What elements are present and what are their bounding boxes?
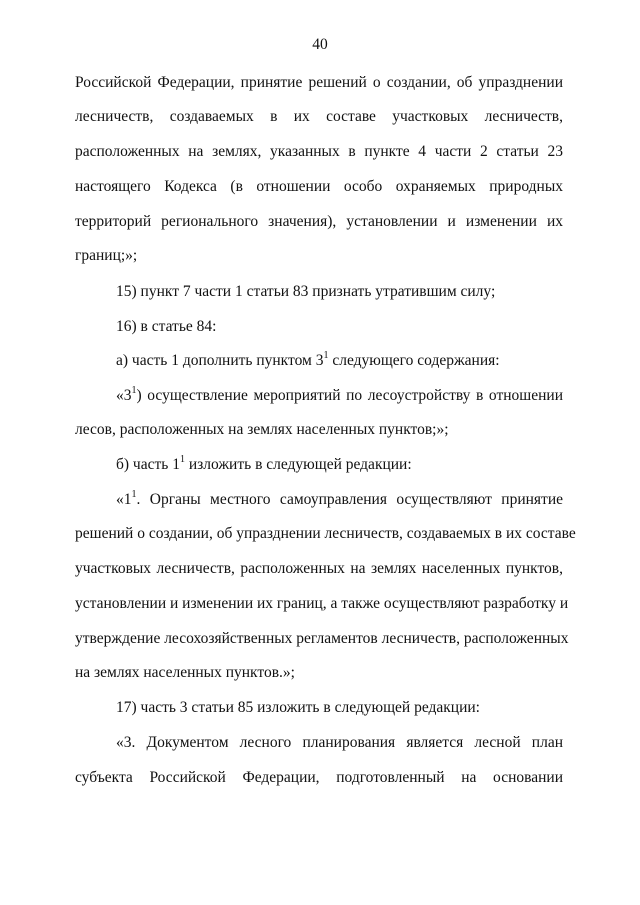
item-16a-text: а) часть 1 дополнить пунктом 3 xyxy=(116,352,324,369)
text-line-14: решений о создании, об упразднении лесничеств, создаваемых в их составе xyxy=(75,525,576,542)
superscript: 1 xyxy=(179,453,185,465)
text-line-16: установлении и изменении их границ, а также осуществляют разработку и xyxy=(75,595,569,612)
text-line-18: на землях населенных пунктов.»; xyxy=(75,664,295,681)
text-line-1: Российской Федерации, принятие решений о создании, об упразднении xyxy=(75,74,563,91)
item-16: 16) в статье 84: xyxy=(116,318,217,335)
text-line-17: утверждение лесохозяйственных регламентов лесничеств, расположенных xyxy=(75,630,569,647)
superscript: 1 xyxy=(323,349,329,361)
text-line-6: границ;»; xyxy=(75,247,138,264)
item-16b xyxy=(116,453,563,474)
clause-1-1-text: . Органы местного самоуправления осуществляют принятие xyxy=(136,491,563,508)
item-16a-text-end: следующего содержания: xyxy=(328,352,500,369)
clause-1-1-start: «1 xyxy=(116,491,132,508)
page-number: 40 xyxy=(312,36,328,53)
item-16a xyxy=(116,349,563,370)
item-17: 17) часть 3 статьи 85 изложить в следующей редакции: xyxy=(116,699,480,716)
clause-3-1-text: ) осуществление мероприятий по лесоустройству в отношении xyxy=(136,387,563,404)
clause-3-1-start: «3 xyxy=(116,387,132,404)
text-line-5: территорий регионального значения), установлении и изменении их xyxy=(75,213,563,230)
text-line-2: лесничеств, создаваемых в их составе участковых лесничеств, xyxy=(75,108,563,125)
item-16b-text: б) часть 1 xyxy=(116,456,180,473)
text-line-4: настоящего Кодекса (в отношении особо охраняемых природных xyxy=(75,178,563,195)
superscript: 1 xyxy=(131,488,137,500)
text-line-11: лесов, расположенных на землях населенных пунктов;»; xyxy=(75,421,449,438)
item-15: 15) пункт 7 части 1 статьи 83 признать утратившим силу; xyxy=(116,283,496,300)
text-line-21: субъекта Российской Федерации, подготовленный на основании xyxy=(75,769,563,786)
clause-3-1 xyxy=(116,384,563,405)
clause-1-1 xyxy=(116,488,563,509)
text-line-3: расположенных на землях, указанных в пункте 4 части 2 статьи 23 xyxy=(75,143,563,160)
superscript: 1 xyxy=(131,384,137,396)
clause-3: «3. Документом лесного планирования является лесной план xyxy=(116,734,563,751)
item-16b-text-end: изложить в следующей редакции: xyxy=(184,456,412,473)
text-line-15: участковых лесничеств, расположенных на землях населенных пунктов, xyxy=(75,560,563,577)
